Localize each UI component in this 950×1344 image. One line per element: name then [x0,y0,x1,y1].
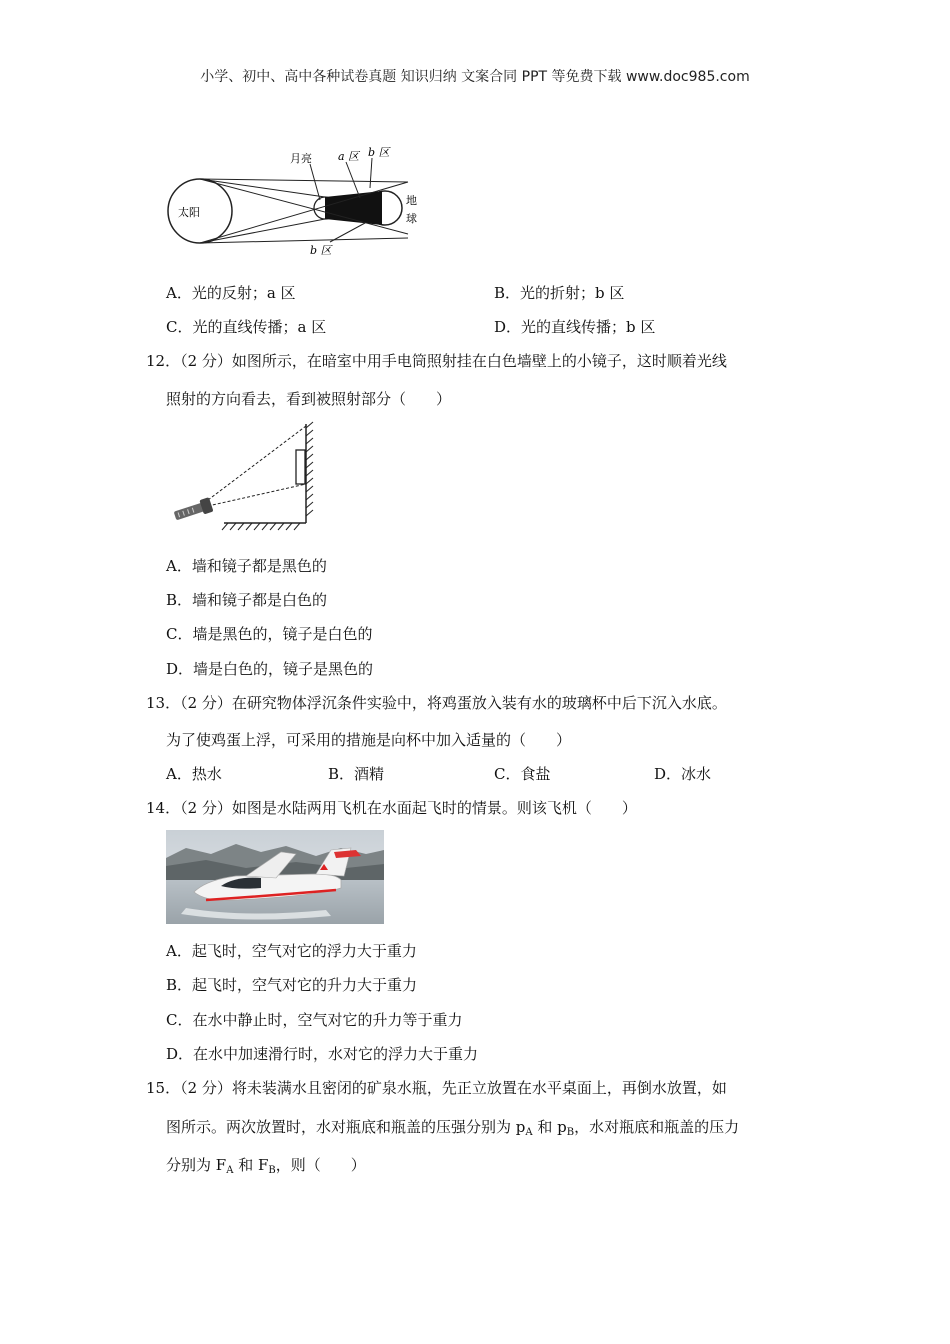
flashlight-mirror-diagram [166,420,326,536]
page-header: 小学、初中、高中各种试卷真题 知识归纳 文案合同 PPT 等免费下载 www.doc985.com [200,69,750,85]
a-zone-label: a 区 [338,150,360,163]
flashlight-icon [173,497,214,523]
b-zone-top-label: b 区 [368,146,390,159]
q12-stem-line1: 12．（2 分）如图所示，在暗室中用手电筒照射挂在白色墙壁上的小镜子，这时顺着光线 [146,352,727,370]
q11-option-c: C．光的直线传播；a 区 [166,318,327,336]
q13-stem-line1: 13．（2 分）在研究物体浮沉条件实验中，将鸡蛋放入装有水的玻璃杯中后下沉入水底。 [146,694,727,712]
moon-label: 月亮 [290,152,312,165]
b-zone-bottom-label: b 区 [310,244,332,257]
q14-stem-line1: 14．（2 分）如图是水陆两用飞机在水面起飞时的情景。则该飞机（ ） [146,799,637,817]
q12-option-c: C．墙是黑色的，镜子是白色的 [166,625,373,643]
q13-stem-line2: 为了使鸡蛋上浮，可采用的措施是向杯中加入适量的（ ） [166,731,572,749]
q11-option-b: B．光的折射；b 区 [494,284,625,302]
q15-stem-line2: 图所示。两次放置时，水对瓶底和瓶盖的压强分别为 $p_A$ 和 $p_B$，水对瓶底和瓶盖的压力 [166,1118,740,1138]
small-mirror [296,450,305,484]
q11-option-a: A．光的反射；a 区 [166,284,296,302]
q13-option-a: A．热水 [166,765,222,783]
q13-option-d: D．冰水 [654,765,712,783]
sun-label: 太阳 [178,206,200,219]
q13-option-b: B．酒精 [328,765,385,783]
earth-label-2: 球 [406,212,417,225]
q12-option-a: A．墙和镜子都是黑色的 [166,557,327,575]
earth-label-1: 地 [406,194,417,207]
q12-stem-line2: 照射的方向看去，看到被照射部分（ ） [166,390,452,408]
q14-option-d: D．在水中加速滑行时，水对它的浮力大于重力 [166,1045,479,1063]
q14-option-a: A．起飞时，空气对它的浮力大于重力 [166,942,417,960]
q12-option-b: B．墙和镜子都是白色的 [166,591,328,609]
q15-stem-line1: 15．（2 分）将未装满水且密闭的矿泉水瓶，先正立放置在水平桌面上，再倒水放置，如 [146,1079,727,1097]
q13-option-c: C．食盐 [494,765,551,783]
amphibious-plane-photo [166,830,384,924]
q11-option-d: D．光的直线传播；b 区 [494,318,656,336]
q14-option-c: C．在水中静止时，空气对它的升力等于重力 [166,1011,463,1029]
solar-eclipse-diagram [160,138,430,260]
q12-option-d: D．墙是白色的，镜子是黑色的 [166,660,374,678]
q15-stem-line3: 分别为 $F_A$ 和 $F_B$，则（ ） [166,1156,366,1176]
q14-option-b: B．起飞时，空气对它的升力大于重力 [166,976,418,994]
